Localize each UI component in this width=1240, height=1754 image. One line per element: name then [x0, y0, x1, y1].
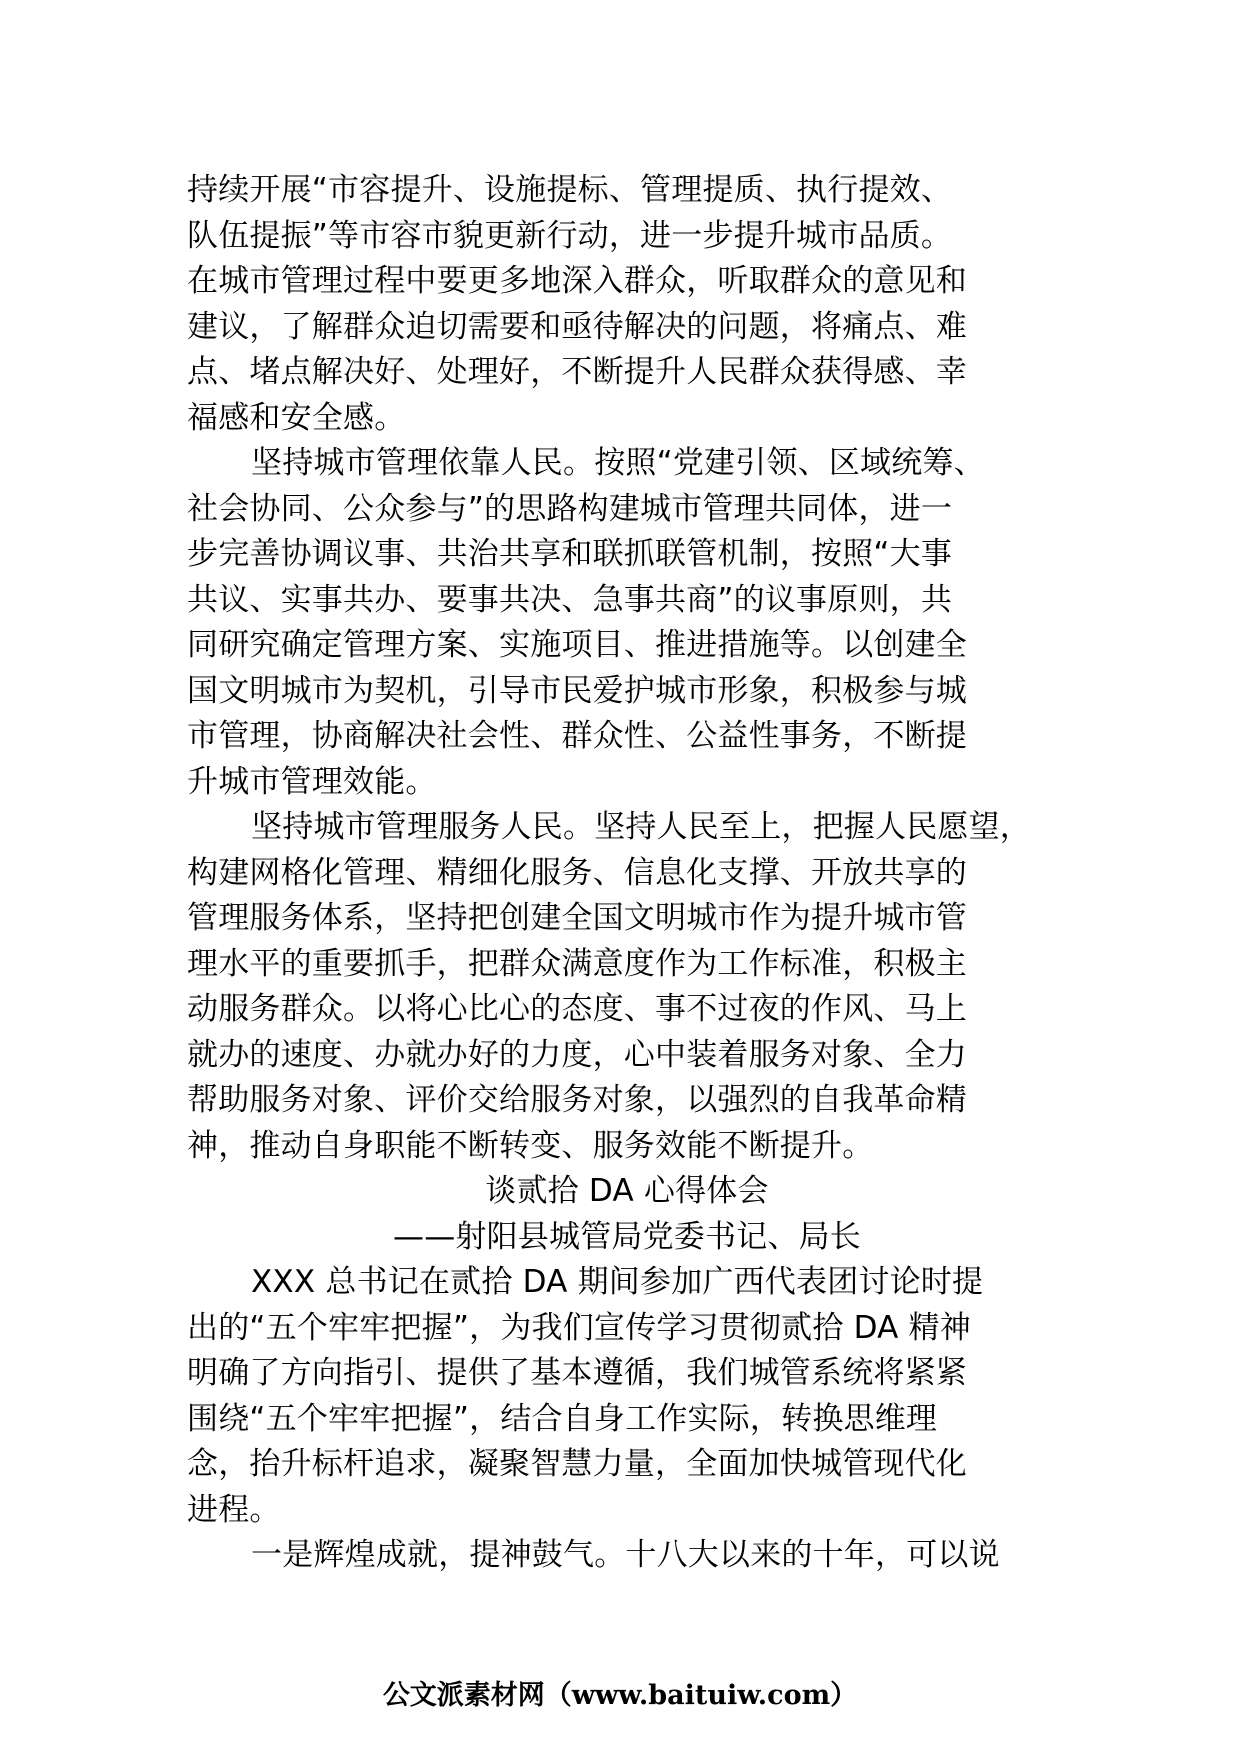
text-line: 管理服务体系，坚持把创建全国文明城市作为提升城市管: [187, 900, 967, 936]
heading-line: ——射阳县城管局党委书记、局长: [393, 1218, 861, 1255]
text-line: 明确了方向指引、提供了基本遵循，我们城管系统将紧紧: [187, 1355, 967, 1391]
paragraph: [187, 168, 1067, 441]
text-line: 围绕“五个牢牢把握”，结合自身工作实际，转换思维理: [187, 1400, 938, 1437]
heading-line: 谈贰拾 DA 心得体会: [485, 1173, 769, 1209]
text-line: 神，推动自身职能不断转变、服务效能不断提升。: [187, 1127, 874, 1164]
text-line: 念，抬升标杆追求，凝聚智慧力量，全面加快城管现代化: [187, 1446, 967, 1482]
text-line: 一是辉煌成就，提神鼓气。十八大以来的十年，可以说: [251, 1537, 1000, 1573]
paragraph: [187, 1260, 1067, 1533]
text-line: 动服务群众。以将心比心的态度、事不过夜的作风、马上: [187, 991, 967, 1027]
text-line: 构建网格化管理、精细化服务、信息化支撑、开放共享的: [187, 854, 967, 891]
text-line: 福感和安全感。: [187, 399, 406, 436]
text-line: 点、堵点解决好、处理好，不断提升人民群众获得感、幸: [187, 354, 967, 390]
text-line: 坚持城市管理依靠人民。按照“党建引领、区域统筹、: [251, 445, 985, 481]
text-line: 同研究确定管理方案、实施项目、推进措施等。以创建全: [187, 627, 967, 663]
text-line: 在城市管理过程中要更多地深入群众，听取群众的意见和: [187, 263, 967, 299]
text-line: 坚持城市管理服务人民。坚持人民至上，把握人民愿望，: [251, 809, 1031, 845]
text-line: 社会协同、公众参与”的思路构建城市管理共同体，进一: [187, 490, 953, 527]
paragraph: [187, 1533, 1067, 1579]
text-line: 建议，了解群众迫切需要和亟待解决的问题，将痛点、难: [187, 308, 967, 345]
footer-watermark: 公文派素材网（www.baituiw.com）: [382, 1680, 858, 1711]
text-line: 市管理，协商解决社会性、群众性、公益性事务，不断提: [187, 718, 967, 754]
paragraph: [187, 1169, 1067, 1215]
text-line: 就办的速度、办就办好的力度，心中装着服务对象、全力: [187, 1036, 967, 1073]
document-body: [187, 168, 1067, 1579]
text-line: 持续开展“市容提升、设施提标、管理提质、执行提效、: [187, 172, 953, 208]
paragraph: [187, 1215, 1067, 1261]
text-line: 帮助服务对象、评价交给服务对象，以强烈的自我革命精: [187, 1082, 967, 1118]
text-line: 队伍提振”等市容市貌更新行动，进一步提升城市品质。: [187, 217, 953, 254]
text-line: 出的“五个牢牢把握”，为我们宣传学习贯彻贰拾 DA 精神: [187, 1309, 971, 1346]
text-line: 进程。: [187, 1491, 281, 1528]
text-line: 共议、实事共办、要事共决、急事共商”的议事原则，共: [187, 581, 953, 618]
text-line: 升城市管理效能。: [187, 763, 437, 800]
paragraph: [187, 805, 1067, 1169]
text-line: 国文明城市为契机，引导市民爱护城市形象，积极参与城: [187, 672, 967, 709]
paragraph: [187, 441, 1067, 805]
text-line: 步完善协调议事、共治共享和联抓联管机制，按照“大事: [187, 536, 953, 572]
text-line: 理水平的重要抓手，把群众满意度作为工作标准，积极主: [187, 945, 967, 982]
text-line: XXX 总书记在贰拾 DA 期间参加广西代表团讨论时提: [251, 1264, 984, 1300]
